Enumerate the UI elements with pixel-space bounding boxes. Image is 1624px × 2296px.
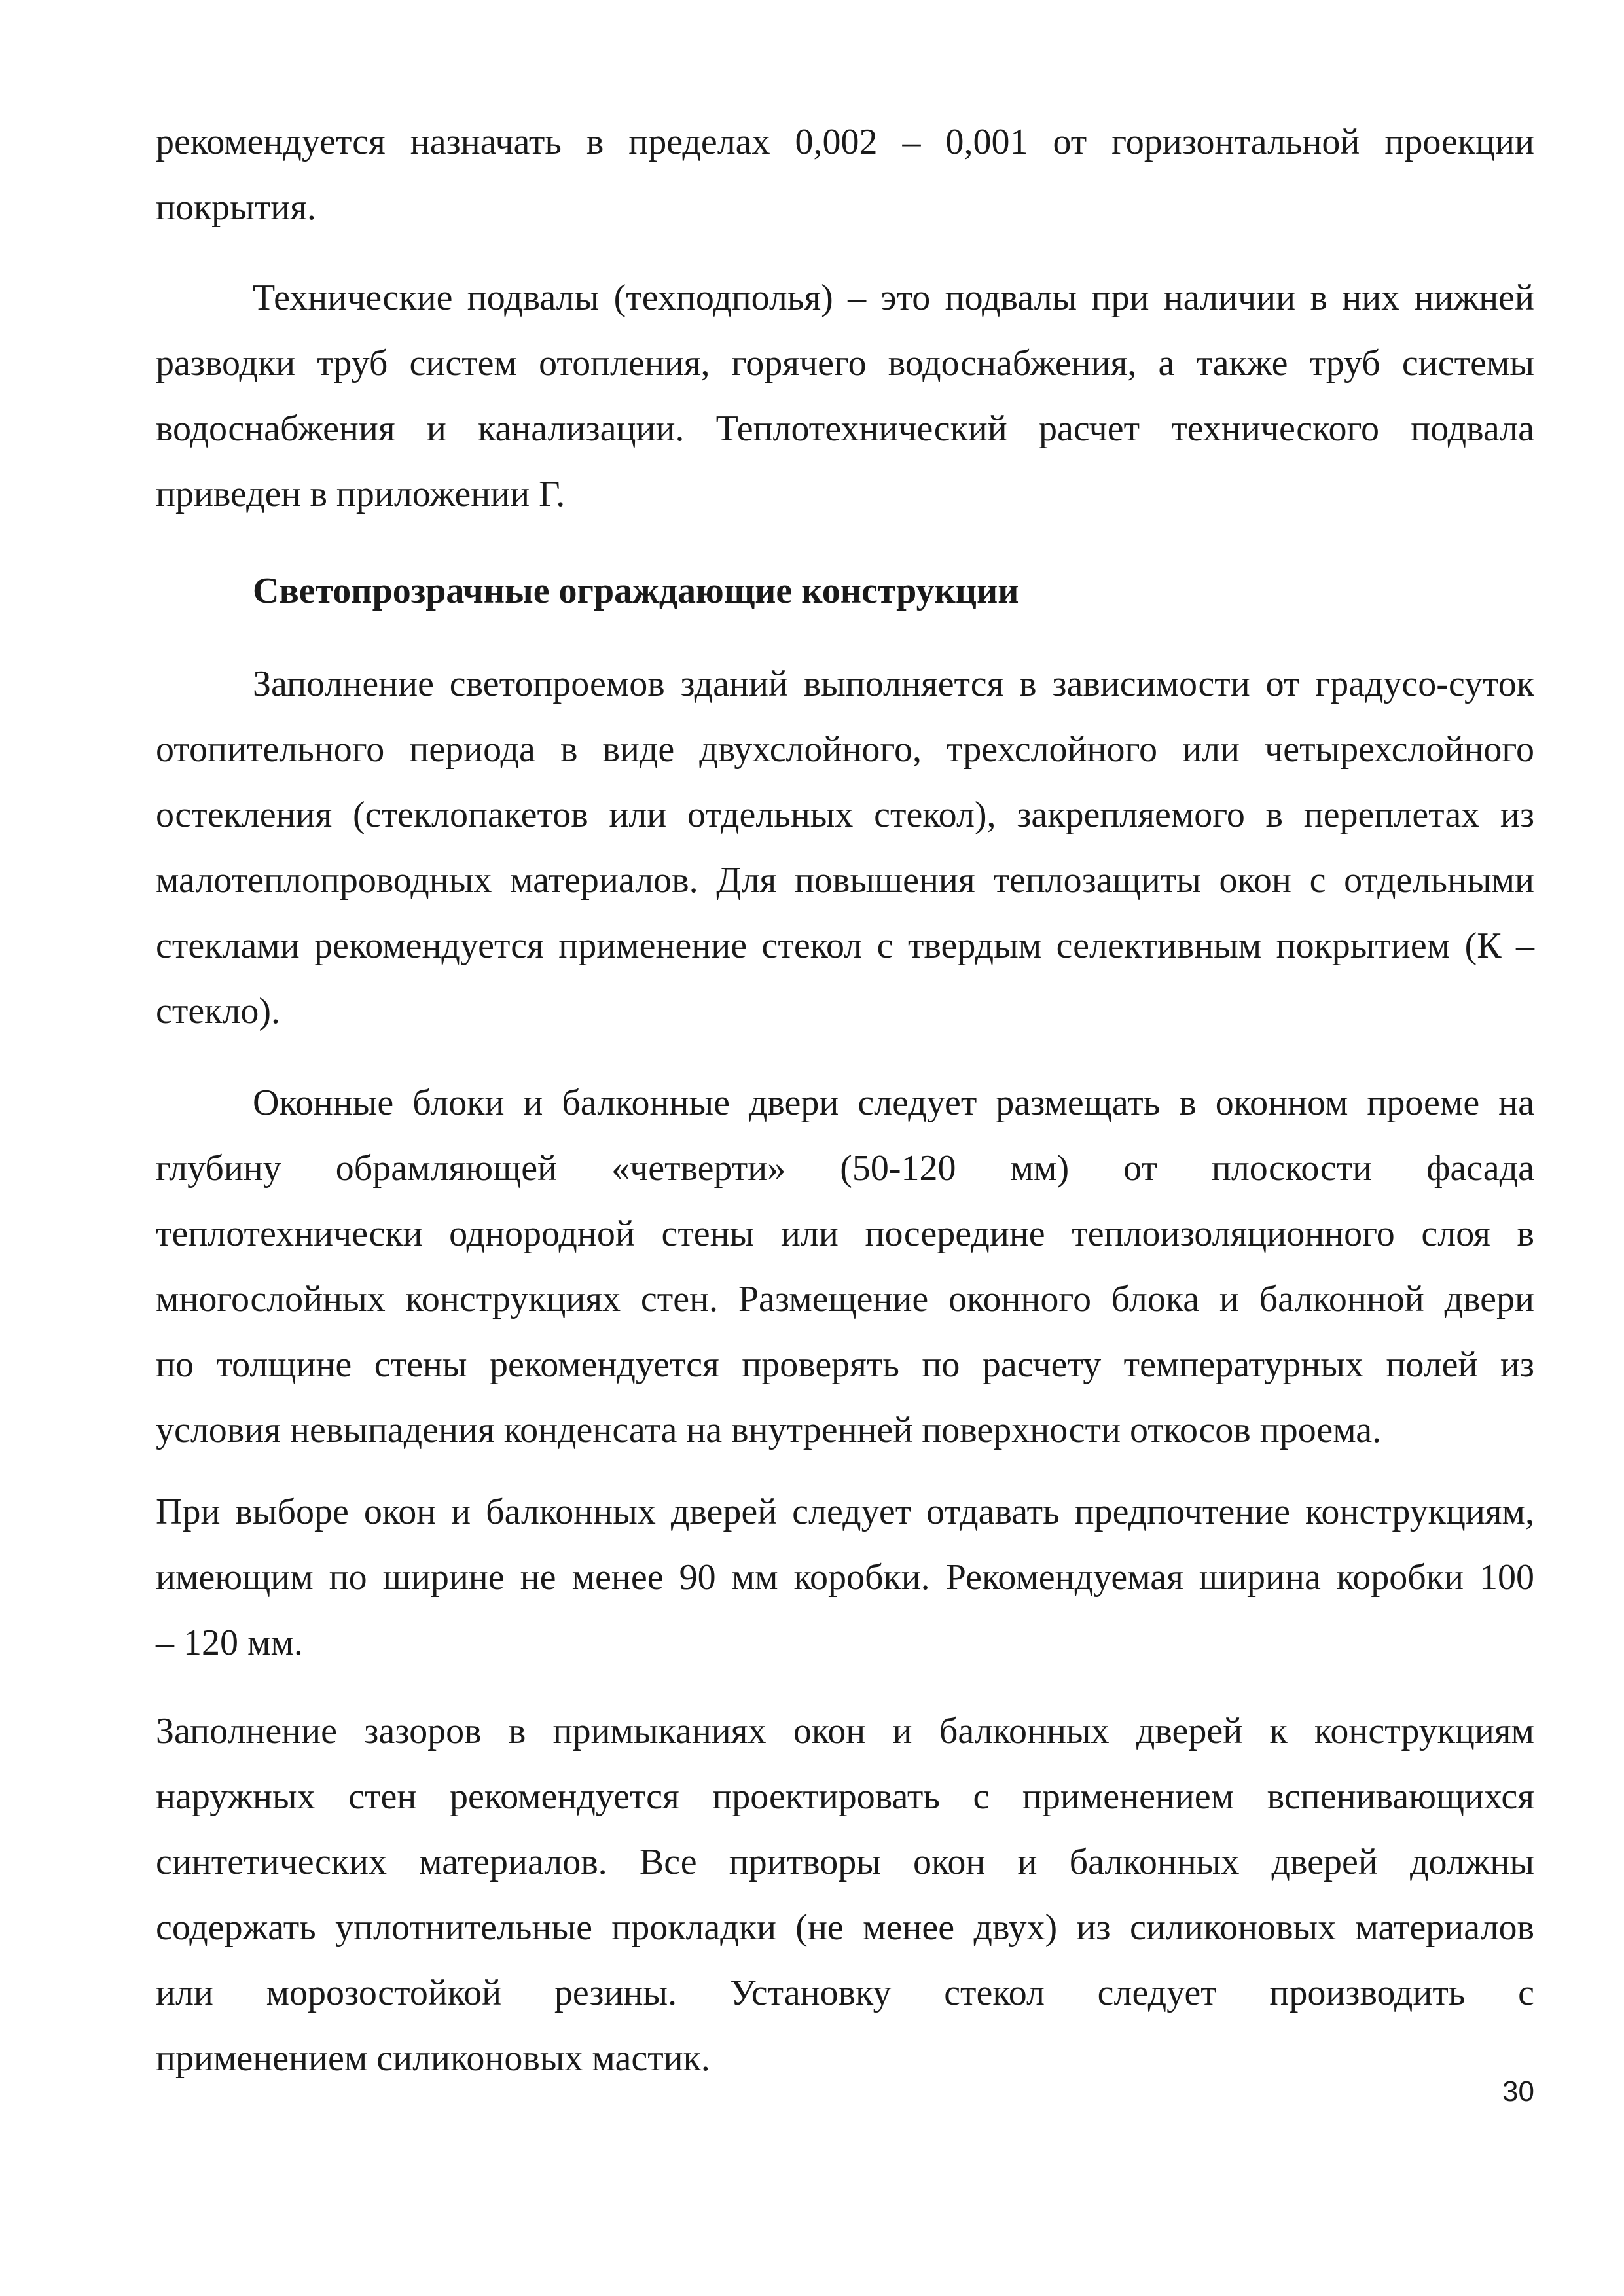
text-line: водоснабжения и канализации. Теплотехнический расчет технического подвала (156, 408, 1534, 449)
text-line: имеющим по ширине не менее 90 мм коробки. Рекомендуемая ширина коробки 100 (156, 1557, 1534, 1598)
text-line: применением силиконовых мастик. (156, 2038, 710, 2079)
text-line: – 120 мм. (156, 1623, 303, 1663)
text-line: рекомендуется назначать в пределах 0,002 – 0,001 от горизонтальной проекции (156, 122, 1534, 162)
text-line: стеклами рекомендуется применение стекол с твердым селективным покрытием (К – (156, 925, 1534, 966)
text-line: малотеплопроводных материалов. Для повышения теплозащиты окон с отдельными (156, 860, 1534, 901)
text-line: наружных стен рекомендуется проектировать с применением вспенивающихся (156, 1776, 1534, 1817)
text-line: покрытия. (156, 187, 316, 228)
text-line: многослойных конструкциях стен. Размещение оконного блока и балконной двери (156, 1279, 1534, 1319)
text-line: теплотехнически однородной стены или посередине теплоизоляционного слоя в (156, 1213, 1534, 1254)
page-number: 30 (1502, 2075, 1534, 2108)
section-heading: Светопрозрачные ограждающие конструкции (253, 571, 1019, 611)
text-line: приведен в приложении Г. (156, 474, 566, 514)
text-line: содержать уплотнительные прокладки (не менее двух) из силиконовых материалов (156, 1907, 1534, 1948)
text-line: Технические подвалы (техподполья) – это подвалы при наличии в них нижней (253, 278, 1534, 318)
text-line: отопительного периода в виде двухслойного, трехслойного или четырехслойного (156, 729, 1534, 770)
text-line: Заполнение светопроемов зданий выполняется в зависимости от градусо-суток (253, 664, 1534, 704)
text-line: стекло). (156, 991, 280, 1031)
text-line: глубину обрамляющей «четверти» (50-120 мм) от плоскости фасада (156, 1148, 1534, 1189)
text-line: условия невыпадения конденсата на внутренней поверхности откосов проема. (156, 1410, 1382, 1450)
text-line: или морозостойкой резины. Установку стекол следует производить с (156, 1973, 1534, 2013)
text-line: Оконные блоки и балконные двери следует размещать в оконном проеме на (253, 1083, 1534, 1123)
text-line: остекления (стеклопакетов или отдельных стекол), закрепляемого в переплетах из (156, 795, 1534, 835)
text-line: Заполнение зазоров в примыканиях окон и балконных дверей к конструкциям (156, 1711, 1534, 1751)
text-line: синтетических материалов. Все притворы окон и балконных дверей должны (156, 1842, 1534, 1882)
text-line: по толщине стены рекомендуется проверять по расчету температурных полей из (156, 1344, 1534, 1385)
text-line: При выборе окон и балконных дверей следует отдавать предпочтение конструкциям, (156, 1492, 1534, 1532)
text-line: разводки труб систем отопления, горячего водоснабжения, а также труб системы (156, 343, 1534, 384)
